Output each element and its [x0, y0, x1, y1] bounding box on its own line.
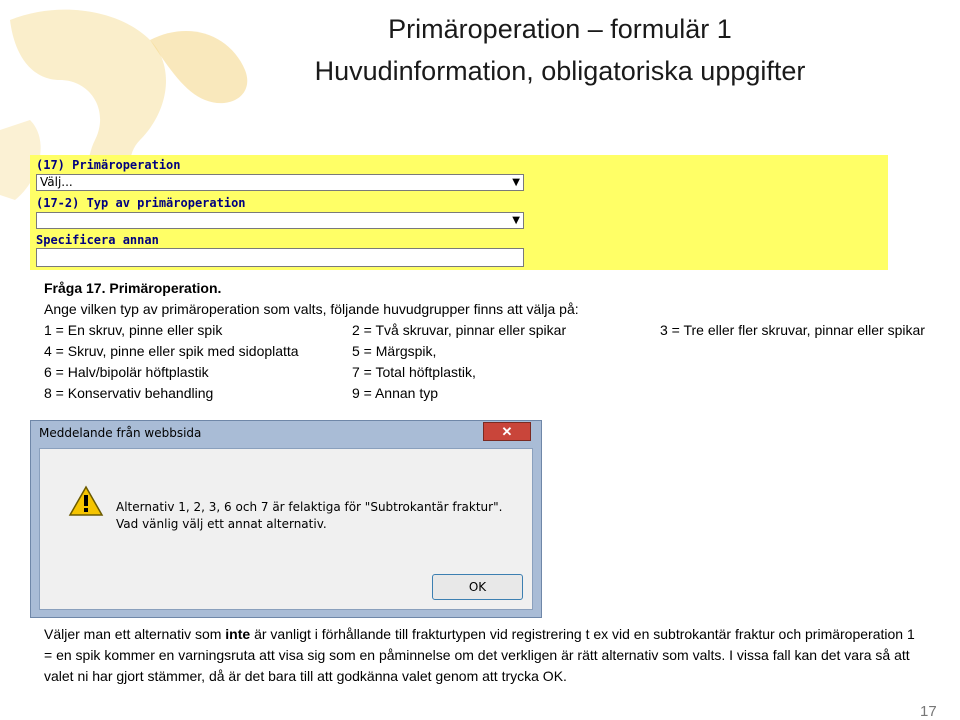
explanation-bold: inte [225, 626, 251, 642]
ok-button[interactable]: OK [432, 574, 523, 600]
warning-icon [68, 485, 104, 517]
option-4: 4 = Skruv, pinne eller spik med sidoplatta [44, 343, 299, 359]
dialog-title: Meddelande från webbsida [39, 426, 202, 440]
dialog-body [39, 448, 533, 610]
chevron-down-icon[interactable]: ▼ [512, 215, 520, 226]
primary-operation-select[interactable] [36, 174, 524, 191]
option-1: 1 = En skruv, pinne eller spik [44, 322, 223, 338]
explanation-part2: är vanligt i förhållande till frakturtypen vid registrering t ex vid en subtrokantär fraktur och primäroperation 1 = en spik kommer en varningsruta att visa sig som en påminnelse om det verkligen är rätt alternativ som valts. I vissa fall kan det vara så att valet ni har gjort stämmer, då är det bara till att godkänna valet genom att trycka OK. [44, 626, 915, 684]
option-6: 6 = Halv/bipolär höftplastik [44, 364, 209, 380]
option-7: 7 = Total höftplastik, [352, 364, 476, 380]
slide-title-line2: Huvudinformation, obligatoriska uppgifter [314, 56, 806, 86]
page-number: 17 [920, 703, 937, 720]
label-operation-type: (17-2) Typ av primäroperation [36, 196, 246, 210]
warning-dialog [30, 420, 542, 618]
option-9: 9 = Annan typ [352, 385, 439, 401]
label-primary-operation: (17) Primäroperation [36, 158, 181, 172]
question-intro: Ange vilken typ av primäroperation som valts, följande huvudgrupper finns att välja på: [44, 301, 579, 317]
select-value: Välj... [40, 175, 73, 189]
option-2: 2 = Två skruvar, pinnar eller spikar [352, 322, 567, 338]
label-specify-other: Specificera annan [36, 233, 159, 247]
chevron-down-icon[interactable]: ▼ [512, 177, 520, 188]
question-heading: Fråga 17. Primäroperation. [44, 280, 222, 296]
specify-other-input[interactable] [36, 248, 524, 267]
form-panel [30, 155, 888, 270]
explanation-text [44, 624, 924, 687]
option-8: 8 = Konservativ behandling [44, 385, 214, 401]
explanation-part1: Väljer man ett alternativ som [44, 626, 226, 642]
dialog-message: Alternativ 1, 2, 3, 6 och 7 är felaktiga för "Subtrokantär fraktur". Vad vänlig välj ett annat alternativ. [116, 500, 503, 531]
operation-type-select[interactable] [36, 212, 524, 229]
slide-title-line1: Primäroperation – formulär 1 [388, 14, 732, 44]
option-5: 5 = Märgspik, [352, 343, 437, 359]
close-icon[interactable]: ✕ [483, 422, 531, 441]
option-3: 3 = Tre eller fler skruvar, pinnar eller spikar [660, 322, 925, 338]
